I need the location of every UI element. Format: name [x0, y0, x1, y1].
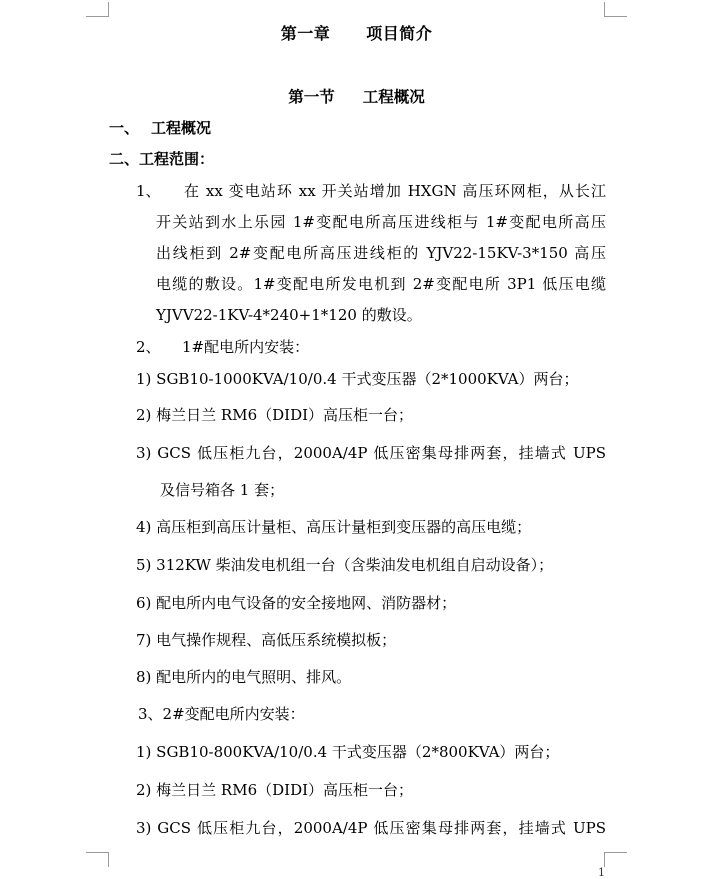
item-1-line-2: 开关站到水上乐园 1#变配电所高压进线柜与 1#变配电所高压	[156, 213, 606, 231]
item-2-sub-8: 8) 配电所内的电气照明、排风。	[136, 668, 352, 686]
crop-mark-bottom-left	[86, 852, 109, 867]
item-2-sub-7: 7) 电气操作规程、高低压系统模拟板；	[136, 631, 397, 649]
heading-1	[109, 118, 211, 138]
crop-mark-bottom-right	[604, 852, 627, 867]
item-1-number: 1、	[136, 182, 161, 200]
item-1-line-5: YJVV22-1KV-4*240+1*120 的敷设。	[156, 306, 422, 324]
item-2-sub-2: 2) 梅兰日兰 RM6（DIDI）高压柜一台；	[136, 406, 414, 424]
crop-mark-top-right	[604, 2, 627, 17]
item-2-title: 1#配电所内安装：	[182, 338, 310, 356]
heading-2: 二、工程范围：	[109, 150, 215, 168]
heading-1-number: 一、	[109, 119, 140, 137]
heading-1-text: 工程概况	[151, 119, 212, 137]
section-number: 第一节	[288, 87, 335, 106]
section-title	[0, 87, 713, 107]
crop-mark-top-left	[86, 2, 109, 17]
page-number: 1	[598, 866, 605, 879]
item-2-number: 2、	[136, 338, 161, 356]
section-name: 工程概况	[362, 87, 425, 106]
item-1-line-4: 电缆的敷设。1#变配电所发电机到 2#变配电所 3P1 低压电缆	[156, 275, 606, 293]
item-3-sub-3: 3) GCS 低压柜九台，2000A/4P 低压密集母排两套，挂墙式 UPS	[136, 819, 606, 837]
item-2-sub-3: 3) GCS 低压柜九台，2000A/4P 低压密集母排两套，挂墙式 UPS	[136, 444, 606, 462]
item-2-sub-6: 6) 配电所内电气设备的安全接地网、消防器材；	[136, 594, 457, 612]
item-2-sub-5: 5) 312KW 柴油发电机组一台（含柴油发电机组自启动设备）；	[136, 556, 554, 574]
item-3-sub-2: 2) 梅兰日兰 RM6（DIDI）高压柜一台；	[136, 781, 414, 799]
chapter-name: 项目简介	[366, 24, 433, 43]
item-2-sub-1: 1) SGB10-1000KVA/10/0.4 干式变压器（2*1000KVA）两台；	[136, 370, 579, 388]
chapter-number: 第一章	[280, 24, 331, 43]
item-2-sub-3-cont: 及信号箱各 1 套；	[160, 481, 285, 499]
item-2-sub-4: 4) 高压柜到高压计量柜、高压计量柜到变压器的高压电缆；	[136, 518, 532, 536]
item-1-line-3: 出线柜到 2#变配电所高压进线柜的 YJV22-15KV-3*150 高压	[156, 244, 606, 262]
chapter-title	[0, 24, 713, 44]
item-1-line-1: 在 xx 变电站环 xx 开关站增加 HXGN 高压环网柜，从长江	[184, 182, 606, 200]
item-3-sub-1: 1) SGB10-800KVA/10/0.4 干式变压器（2*800KVA）两台；	[136, 743, 560, 761]
item-3-title: 3、2#变配电所内安装：	[138, 705, 305, 723]
